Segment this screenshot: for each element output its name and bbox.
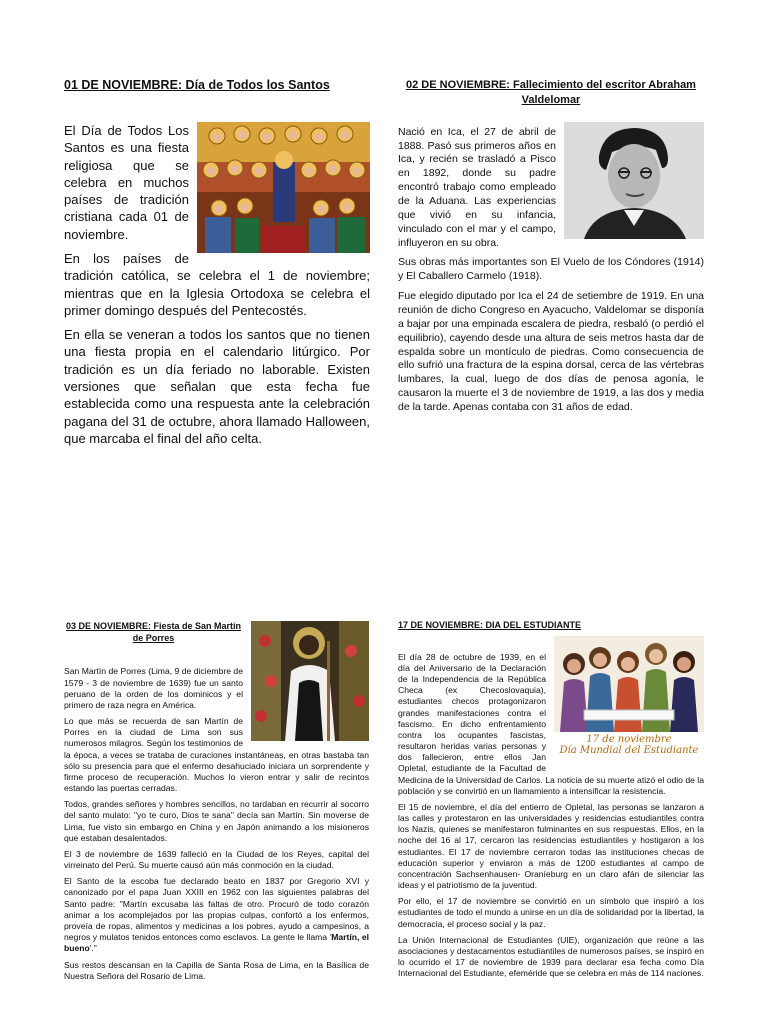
paragraph: El 15 de noviembre, el día del entierro de Opletal, las personas se lanzaron a las calles y protestaron en las universidades y residencias estudiantiles contra los Nazis, quienes se manifestaron fulminantes en sus respuestas. Ellos, en la noche del 16 al 17, cercaron las residencias estudiantiles y hostigaron a los estudiantes. El 17 de noviembre cerraron todas las instituciones checas de educación superior y enviaron a más de 1200 estudiantes al campo de concentración Sachsenhausen- Oraníeburg en un claro afán de silenciar las ideas y el patriotismo de la juventud. <box>398 801 704 891</box>
all-saints-painting <box>197 122 370 253</box>
banner-caption <box>554 734 704 757</box>
paragraph: El día 28 de octubre de 1939, en el día del Aniversario de la Declaración de la Independencia de la República Checa (ex Checoslovaquia), estudiantes checos protagonizaron grandes manifestaciones contra el fascismo. En dicho enfrentamiento contra los ocupantes fascistas, resultaron heridas varias personas y dos fallecieron, entre ellos Jan Opletal, estudiante de la Facultad de Medicina de la Universidad de Carlos. La noticia de su muerte atizó el odio de la población y se convirtió en un llamamiento a intensificar la resistencia. <box>398 651 704 796</box>
section-title: 01 DE NOVIEMBRE: Día de Todos los Santos <box>64 78 330 92</box>
paragraph: Lo que más se recuerda de san Martín de Porres en la ciudad de Lima son sus numerosos milagros. Según los testimonios de la época, a veces se trataba de curaciones instantáneas, en otras bastaba tan sólo su presencia para que el enfermo desahuciado iniciara un sorprendente y firme proceso de recuperación. Muchos lo vieron entrar y salir de recintos estando las puertas cerradas. <box>64 716 369 794</box>
paragraph: En los países de tradición católica, se celebra el 1 de noviembre; mientras que en la Iglesia Ortodoxa se celebra el primer domingo después del Pentecostés. <box>64 250 370 318</box>
bold-quote: Martín, el bueno <box>64 932 369 954</box>
paragraph: Sus obras más importantes son El Vuelo de los Cóndores (1914) y El Caballero Carmelo (1918). <box>398 256 704 283</box>
valdelomar-portrait <box>564 122 704 239</box>
paragraph: El 3 de noviembre de 1639 falleció en la Ciudad de los Reyes, capital del virreinato del Perú. Su muerte causó aún más conmoción en la ciudad. <box>64 848 369 871</box>
students-banner <box>554 636 704 764</box>
paragraph: En ella se veneran a todos los santos que no tienen una fiesta propia en el calendario litúrgico. Por tradición es un día feriado no laborable. Existen versiones que señalan que esta fecha fue establecida como una respuesta ante la celebración pagana del 31 de octubre, ahora llamado Halloween, que marcaba el final del año celta. <box>64 327 370 446</box>
san-martin-image <box>251 621 369 741</box>
section-valdelomar <box>398 78 704 421</box>
banner-date: 17 de noviembre <box>586 733 672 745</box>
section-dia-del-estudiante <box>398 620 704 985</box>
banner-title: Día Mundial del Estudiante <box>559 745 699 757</box>
paragraph: San Martín de Porres (Lima, 9 de diciembre de 1579 - 3 de noviembre de 1639) fue un santo peruano de la orden de los dominicos y el primero de raza negra en América. <box>64 666 243 710</box>
section-title: 02 DE NOVIEMBRE: Fallecimiento del escritor Abraham Valdelomar <box>406 79 696 106</box>
text-span: '." <box>89 943 97 954</box>
section-title: 17 DE NOVIEMBRE: DIA DEL ESTUDIANTE <box>398 620 582 630</box>
paragraph: Sus restos descansan en la Capilla de Santa Rosa de Lima, en la Basílica de Nuestra Señora del Rosario de Lima. <box>64 959 369 981</box>
paragraph: Nació en Ica, el 27 de abril de 1888. Pasó sus primeros años en Ica, y recién se trasladó a Pisco en 1892, donde su padre encontró trabajo como empleado de la Aduana. Las experiencias que vivió en su infancia, vinculado con el mar y el campo, influyeron en su obra. <box>398 125 556 249</box>
paragraph: Todos, grandes señores y hombres sencillos, no tardaban en recurrir al socorro del santo mulato: "yo te curo, Dios te sana" decía san Martín. Sin moverse de Lima, fue visto sin embargo en China y en Japón animando a los misioneros que estaban desalentados. <box>64 799 369 843</box>
paragraph: Fue elegido diputado por Ica el 24 de setiembre de 1919. En una reunión de dicho Congreso en Ayacucho, Valdelomar se disponía a bajar por una empinada escalera de piedra, resbaló (o perdió el equilibrio), cayendo desde una altura de seis metros hasta dar de espalda sobre un montículo de piedras. Como consecuencia de ello sufrió una fractura de la espina dorsal, cerca de las vértebras lumbares, la cual, luego de dos días de penosa agonía, le causaron la muerte el 3 de noviembre de 1919, a las dos y media de la tarde. Apenas contaba con 31 años de edad. <box>398 290 704 414</box>
paragraph: La Unión Internacional de Estudiantes (UIE), organización que reúne a las asociaciones y destacamentos estudiantiles de numerosos países, se inspiró en lo ocurrido el 17 de noviembre de 1939 para declarar esa fecha como Día Internacional del Estudiante, efeméride que se celebra en más de 114 naciones. <box>398 934 704 979</box>
section-todos-los-santos <box>64 78 370 454</box>
section-title: 03 DE NOVIEMBRE: Fiesta de San Martín de Porres <box>65 621 242 643</box>
text-span: El Santo de la escoba fue declarado beato en 1837 por Gregorio XVI y canonizado por el papa Juan XXIII en 1962 con las siguientes palabras del Santo padre: "Martín excusaba las faltas de otro. Procuró de todo corazón animar a los acomplejados por las propias culpas, confortó a los enfermos, proveía de ropas, alimentos y medicinas a los pobres, ayudo a campesinos, a negros y mulatos tenidos entonces como esclavos. La gente le llama ' <box>64 876 369 943</box>
paragraph: El Día de Todos Los Santos es una fiesta religiosa que se celebra en muchos países de tradición cristiana cada 01 de noviembre. <box>64 123 189 242</box>
paragraph <box>64 876 369 954</box>
section-san-martin <box>64 621 369 987</box>
paragraph: Por ello, el 17 de noviembre se convirtió en un símbolo que inspiró a los estudiantes de todo el mundo a unirse en un día de solidaridad por la libertad, la democracia, el proceso social y la paz. <box>398 896 704 929</box>
